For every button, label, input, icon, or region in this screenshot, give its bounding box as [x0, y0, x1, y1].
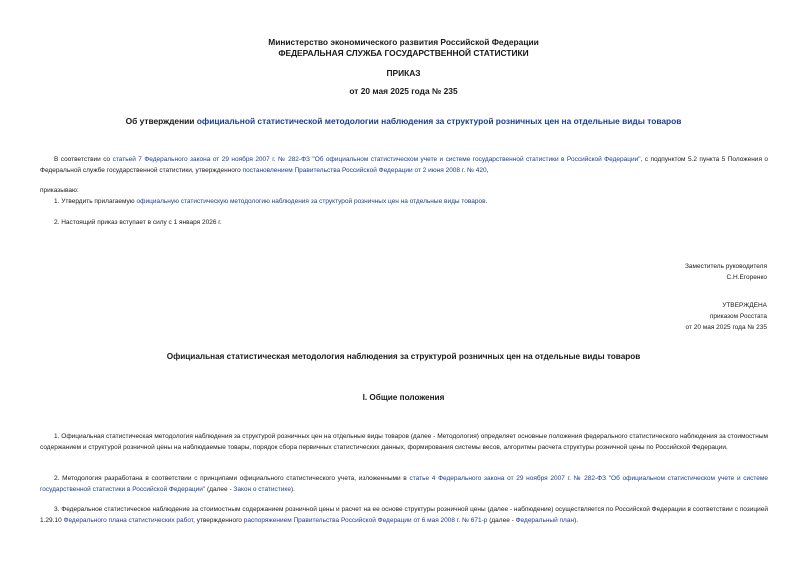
paragraph-3	[40, 505, 768, 526]
signature-position: Заместитель руководителя	[685, 263, 767, 270]
para-text: ).	[290, 485, 295, 493]
service-name: ФЕДЕРАЛЬНАЯ СЛУЖБА ГОСУДАРСТВЕННОЙ СТАТИСТИКИ	[278, 48, 529, 58]
order-title-link[interactable]: официальной статистической методологии наблюдения за структурой розничных цен на отдельные виды товаров	[196, 116, 682, 126]
order-671r-link[interactable]: распоряжением Правительства Российской Федерации от 6 мая 2008 г. № 671-р	[243, 516, 488, 524]
approval-line-1: УТВЕРЖДЕНА	[722, 302, 767, 309]
signature-name: С.Н.Егоренко	[726, 274, 767, 281]
law-282-article4-link[interactable]: статье 4 Федерального закона от 29 ноября 2007 г. № 282-ФЗ "Об официальном статистическом учете и системе государственной статистики в Российской Федерации"	[40, 475, 769, 493]
statistics-law-link[interactable]: Закон о статистике	[233, 485, 291, 493]
order-title-prefix: Об утверждении	[125, 116, 197, 126]
preamble-paragraph	[40, 155, 768, 176]
resolution-420-link[interactable]: постановлением Правительства Российской Федерации от 2 июня 2008 г. № 420	[242, 166, 487, 174]
federal-plan-link[interactable]: Федерального плана статистических работ	[63, 516, 194, 524]
methodology-link[interactable]: официальную статистическую методологию наблюдения за структурой розничных цен на отдельные виды товаров	[136, 198, 486, 205]
para-text: , утвержденного	[193, 516, 244, 524]
preamble-text: ,	[486, 166, 489, 174]
item-text: 1. Утвердить прилагаемую	[54, 198, 137, 205]
para-text: 2. Методология разработана в соответствии с принципами официального статистического учета, изложенными в	[54, 475, 410, 482]
section-title: I. Общие положения	[362, 393, 445, 402]
item-text: .	[485, 198, 488, 205]
methodology-title: Официальная статистическая методология наблюдения за структурой розничных цен на отдельные виды товаров	[166, 352, 641, 361]
para-text: 3. Федеральное статистическое наблюдение за стоимостным содержанием розничной цены и расчет на ее основе структуры розничной цены (далее - наблюдение) осуществляется по Российской Федерации в соответствии с позицией 1.29.10	[40, 506, 768, 524]
approval-line-2: приказом Росстата	[709, 313, 767, 320]
order-item-2: 2. Настоящий приказ вступает в силу с 1 января 2026 г.	[54, 219, 222, 226]
doc-date-number: от 20 мая 2025 года № 235	[349, 86, 458, 96]
federal-plan-short-link[interactable]: Федеральный план	[515, 516, 575, 524]
para-text: (далее -	[205, 485, 234, 493]
paragraph-2	[40, 474, 768, 495]
doc-type: ПРИКАЗ	[386, 68, 421, 78]
paragraph-1: 1. Официальная статистическая методология наблюдения за структурой розничных цен на отдельные виды товаров (далее - Методология) определяет основные положения федерального статистического наблюдения за стоимостным содержанием и структурой розничной цены на наблюдаемые товары, порядок сбора первичных статистических данных, формирования системы весов, алгоритмы расчета структуры розничной цены по Российской Федерации.	[40, 433, 768, 451]
order-title	[0, 116, 807, 127]
order-item-1	[40, 197, 768, 208]
ministry-name: Министерство экономического развития Российской Федерации	[268, 37, 539, 47]
order-word: приказываю:	[40, 187, 79, 194]
law-282-article7-link[interactable]: статьей 7 Федерального закона от 29 ноября 2007 г. № 282-ФЗ "Об официальном статистическом учете и системе государственной статистики в Российской Федерации"	[112, 156, 641, 163]
approval-line-3: от 20 мая 2025 года № 235	[685, 324, 767, 331]
para-text: ).	[574, 516, 579, 524]
preamble-text: В соответствии со	[54, 156, 113, 163]
para-text: (далее -	[487, 516, 516, 524]
preamble-text: , с подпунктом 5.2 пункта 5 Положения о Федеральной службе государственной статистики, утвержденного	[40, 156, 769, 174]
